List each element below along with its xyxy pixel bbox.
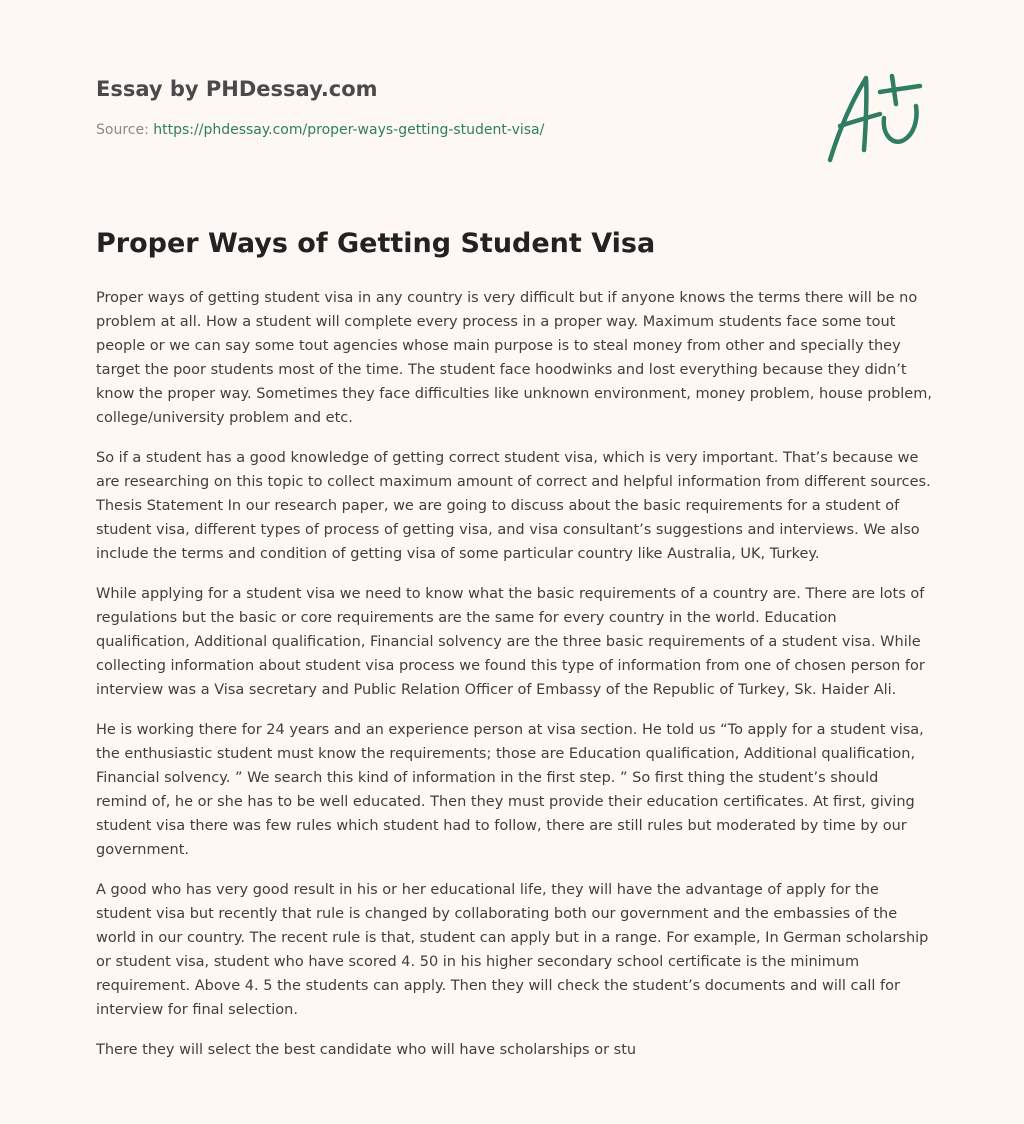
- essay-title: Proper Ways of Getting Student Visa: [96, 228, 656, 259]
- essay-paragraph: There they will select the best candidate who will have scholarships or stu: [96, 1042, 637, 1058]
- essay-paragraph: A good who has very good result in his or her educational life, they will have the advantage of apply for the student visa but recently that rule is changed by collaborating both our government and the embassies of the world in our country. The recent rule is that, student can apply but in a range. For example, In German scholarship or student visa, student who have scored 4. 50 in his higher secondary school certificate is the minimum requirement. Above 4. 5 the students can apply. Then they will check the student’s documents and will call for interview for final selection.: [96, 882, 929, 1018]
- page-header: [96, 74, 736, 140]
- source-line: [96, 120, 736, 140]
- source-label: Source:: [96, 122, 154, 138]
- essay-body: [96, 286, 932, 1078]
- essay-paragraph: While applying for a student visa we need to know what the basic requirements of a country are. There are lots of regulations but the basic or core requirements are the same for every country in the world. Education qualification, Additional qualification, Financial solvency are the three basic requirements of a student visa. While collecting information about student visa process we found this type of information from one of chosen person for interview was a Visa secretary and Public Relation Officer of Embassy of the Republic of Turkey, Sk. Haider Ali.: [96, 586, 925, 698]
- a-plus-grade-icon: [820, 64, 930, 168]
- essay-paragraph: He is working there for 24 years and an experience person at visa section. He told us “To apply for a student visa, the enthusiastic student must know the requirements; those are Education qualification, Additional qualification, Financial solvency. ” We search this kind of information in the first step. ” So first thing the student’s should remind of, he or she has to be well educated. Then they must provide their education certificates. At first, giving student visa there was few rules which student had to follow, there are still rules but moderated by time by our government.: [96, 722, 924, 858]
- essay-paragraph: So if a student has a good knowledge of getting correct student visa, which is very important. That’s because we are researching on this topic to collect maximum amount of correct and helpful information from different sources. Thesis Statement In our research paper, we are going to discuss about the basic requirements for a student of student visa, different types of process of getting visa, and visa consultant’s suggestions and interviews. We also include the terms and condition of getting visa of some particular country like Australia, UK, Turkey.: [96, 450, 931, 562]
- essay-paragraph: Proper ways of getting student visa in any country is very difficult but if anyone knows the terms there will be no problem at all. How a student will complete every process in a proper way. Maximum students face some tout people or we can say some tout agencies whose main purpose is to steal money from other and specially they target the poor students most of the time. The student face hoodwinks and lost everything because they didn’t know the proper way. Sometimes they face difficulties like unknown environment, money problem, house problem, college/university problem and etc.: [96, 290, 932, 426]
- source-link[interactable]: https://phdessay.com/proper-ways-getting-student-visa/: [153, 122, 545, 138]
- site-brand: Essay by PHDessay.com: [96, 77, 378, 101]
